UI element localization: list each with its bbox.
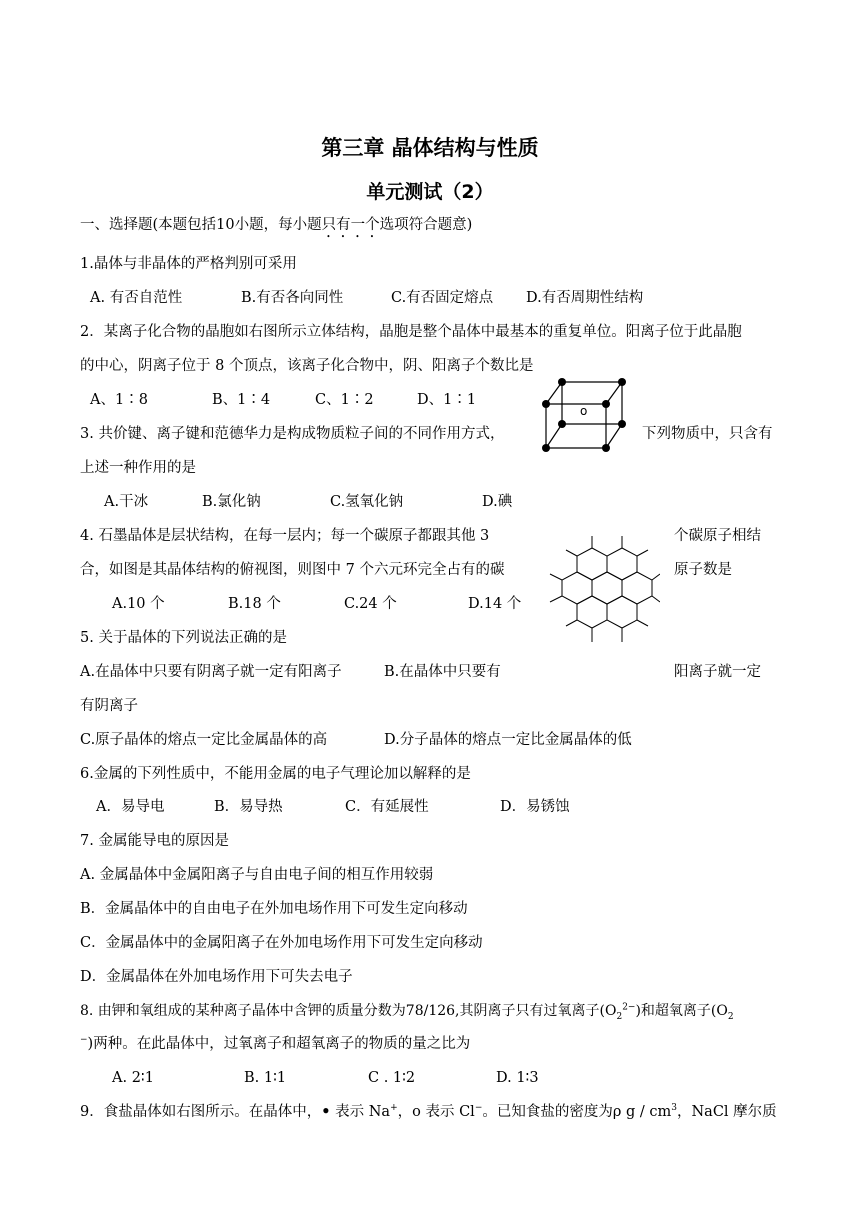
q6-option-a: A．易导电 (96, 799, 165, 815)
q4-option-a: A.10 个 (112, 596, 165, 612)
q1-option-a: A. 有否自范性 (90, 290, 183, 306)
q3-option-c: C.氢氧化钠 (330, 494, 404, 510)
q4-line2-right: 原子数是 (674, 562, 732, 578)
q1-option-c: C.有否固定熔点 (391, 290, 494, 306)
q2-option-a: A、1∶8 (90, 392, 148, 408)
crystal-cell-figure (538, 372, 638, 458)
q3-line2: 上述一种作用的是 (80, 460, 196, 476)
q5-option-b-cont: 有阴离子 (80, 698, 138, 714)
section-heading (80, 215, 472, 241)
q5-option-b-left: B.在晶体中只要有 (384, 664, 501, 680)
q2-line1: 2．某离子化合物的晶胞如右图所示立体结构，晶胞是整个晶体中最基本的重复单位。阳离子位于此晶胞 (80, 324, 742, 340)
unit-subtitle: 单元测试（2） (366, 181, 494, 203)
section-text-before: 一、选择题(本题包括10小题，每小题 (80, 217, 322, 233)
q5-option-b-right: 阳离子就一定 (674, 664, 761, 680)
q5-option-d: D.分子晶体的熔点一定比金属晶体的低 (384, 732, 632, 748)
q8-sub1: 2 (616, 1011, 623, 1022)
q6-option-d: D．易锈蚀 (500, 799, 570, 815)
q3-line1-left: 3. 共价键、离子键和范德华力是构成物质粒子间的不同作用方式， (80, 426, 505, 442)
q7-option-a: A. 金属晶体中金属阳离子与自由电子间的相互作用较弱 (80, 867, 434, 883)
q9-line1 (80, 1102, 777, 1122)
q2-option-b: B、1∶4 (212, 392, 271, 408)
q7-option-c: C．金属晶体中的金属阳离子在外加电场作用下可发生定向移动 (80, 935, 483, 951)
q9-sup-cl: − (474, 1103, 483, 1114)
q8-line2 (80, 1034, 470, 1054)
q4-option-c: C.24 个 (344, 596, 397, 612)
q8-option-b: B. 1∶1 (244, 1070, 287, 1086)
q1-option-d: D.有否周期性结构 (526, 290, 644, 306)
q4-option-b: B.18 个 (228, 596, 281, 612)
cell-center-label: o (580, 404, 588, 418)
q9-text-3: ，o 表示 Cl (397, 1104, 475, 1120)
q8-sup1: 2− (622, 1002, 636, 1013)
q4-option-d: D.14 个 (468, 596, 522, 612)
q8-line1-pre: 8. 由钾和氧组成的某种离子晶体中含钾的质量分数为78/126,其阴离子只有过氧离子(O (80, 1003, 617, 1019)
q8-option-d: D. 1∶3 (496, 1070, 539, 1086)
section-text-after: 选项符合题意) (379, 217, 473, 233)
q9-text-5: ，NaCl 摩尔质 (676, 1104, 777, 1120)
q9-sup-cm: 3 (671, 1103, 677, 1114)
q4-line1-left: 4. 石墨晶体是层状结构，在每一层内；每一个碳原子都跟其他 3 (80, 528, 490, 544)
q2-option-c: C、1∶2 (315, 392, 374, 408)
q9-na-dot: • (321, 1103, 331, 1120)
section-emphasis: 只有一个 (321, 217, 380, 233)
q9-text-4: 。已知食盐的密度为ρ g / cm (482, 1104, 672, 1120)
graphite-hexagon-figure (528, 524, 660, 658)
q6-stem: 6.金属的下列性质中，不能用金属的电子气理论加以解释的是 (80, 766, 471, 782)
q3-option-a: A.干冰 (104, 494, 149, 510)
q2-line2: 的中心，阴离子位于 8 个顶点，该离子化合物中，阴、阳离子个数比是 (80, 358, 534, 374)
q5-option-c: C.原子晶体的熔点一定比金属晶体的高 (80, 732, 328, 748)
q8-line2-text: )两种。在此晶体中，过氧离子和超氧离子的物质的量之比为 (87, 1036, 471, 1052)
q9-sup-na: + (390, 1103, 398, 1114)
q7-option-b: B．金属晶体中的自由电子在外加电场作用下可发生定向移动 (80, 901, 468, 917)
q8-line1 (80, 1001, 734, 1021)
q8-line2-sup: − (80, 1035, 88, 1046)
chapter-title: 第三章 晶体结构与性质 (321, 136, 539, 160)
q6-option-c: C．有延展性 (345, 799, 429, 815)
q2-option-d: D、1∶1 (417, 392, 477, 408)
q4-line1-right: 个碳原子相结 (674, 528, 761, 544)
q9-text-2: 表示 Na (330, 1104, 391, 1120)
q8-option-c: C . 1∶2 (368, 1070, 416, 1086)
q4-line2-left: 合，如图是其晶体结构的俯视图，则图中 7 个六元环完全占有的碳 (80, 562, 505, 578)
q6-option-b: B．易导热 (214, 799, 283, 815)
q9-text-1: 9．食盐晶体如右图所示。在晶体中， (80, 1104, 322, 1120)
q1-option-b: B.有否各向同性 (241, 290, 344, 306)
q3-option-d: D.碘 (482, 494, 513, 510)
q7-option-d: D．金属晶体在外加电场作用下可失去电子 (80, 969, 353, 985)
q5-stem: 5. 关于晶体的下列说法正确的是 (80, 630, 287, 646)
q3-option-b: B.氯化钠 (202, 494, 261, 510)
q7-stem: 7. 金属能导电的原因是 (80, 833, 229, 849)
q8-sub2: 2 (727, 1011, 734, 1022)
q3-line1-right: 下列物质中，只含有 (642, 426, 773, 442)
q5-option-a: A.在晶体中只要有阴离子就一定有阳离子 (80, 664, 342, 680)
q8-line1-mid: )和超氧离子(O (635, 1003, 728, 1019)
q8-option-a: A. 2∶1 (112, 1070, 154, 1086)
q1-stem: 1.晶体与非晶体的严格判别可采用 (80, 256, 297, 272)
